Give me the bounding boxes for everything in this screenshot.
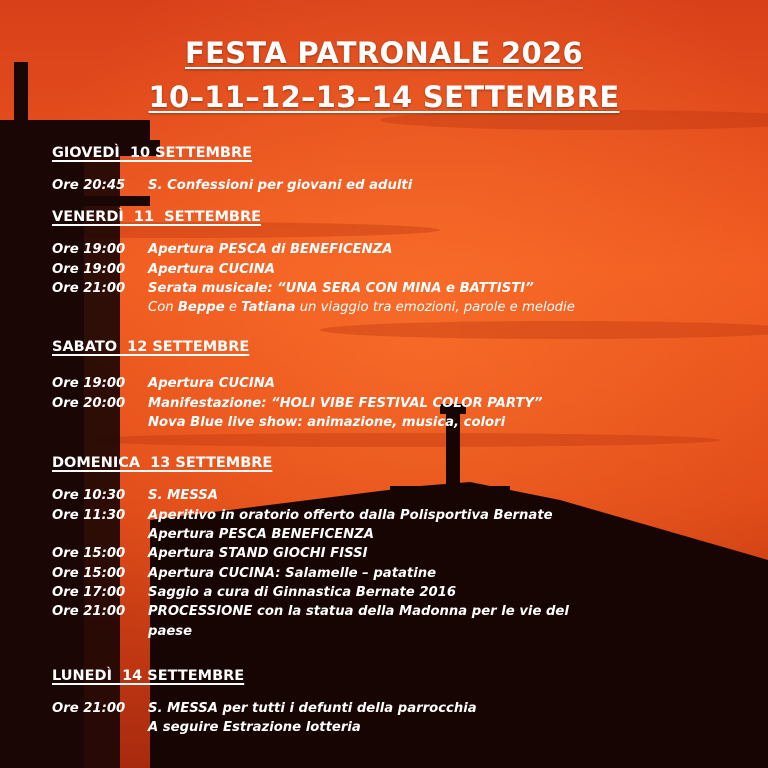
event-continuation: Apertura PESCA BENEFICENZA	[148, 527, 374, 542]
event-time: Ore 21:00	[52, 604, 126, 619]
event-time: Ore 21:00	[52, 701, 126, 716]
event-time: Ore 15:00	[52, 566, 126, 581]
event-text: S. MESSA per tutti i defunti della parrocchia	[148, 701, 477, 716]
event-time: Ore 19:00	[52, 262, 126, 277]
page-subtitle-dates: 10–11–12–13–14 SETTEMBRE	[148, 80, 620, 114]
event-row	[52, 604, 569, 619]
event-row	[52, 488, 218, 503]
event-time: Ore 21:00	[52, 281, 126, 296]
event-time: Ore 19:00	[52, 242, 126, 257]
event-text: Saggio a cura di Ginnastica Bernate 2016	[148, 585, 457, 600]
event-text: Apertura STAND GIOCHI FISSI	[148, 546, 368, 561]
event-text: Aperitivo in oratorio offerto dalla Polisportiva Bernate	[148, 508, 553, 523]
event-row	[52, 508, 553, 523]
event-row	[52, 566, 436, 581]
event-time: Ore 20:45	[52, 178, 126, 193]
performer-name: Tatiana	[241, 300, 296, 315]
event-row	[52, 281, 534, 296]
event-text: PROCESSIONE con la statua della Madonna per le vie del	[148, 604, 569, 619]
event-row	[52, 242, 393, 257]
event-continuation: Nova Blue live show: animazione, musica, colori	[148, 415, 506, 430]
event-text: S. Confessioni per giovani ed adulti	[148, 178, 413, 193]
day-heading-venerdi: VENERDÌ 11 SETTEMBRE	[52, 209, 262, 225]
event-text: Serata musicale: “UNA SERA CON MINA e BATTISTI”	[148, 281, 534, 296]
event-row	[52, 376, 275, 391]
event-time: Ore 19:00	[52, 376, 126, 391]
event-continuation: paese	[148, 624, 193, 639]
day-heading-domenica: DOMENICA 13 SETTEMBRE	[52, 455, 273, 471]
event-row	[52, 585, 456, 600]
event-time: Ore 11:30	[52, 508, 126, 523]
event-row	[52, 262, 275, 277]
event-row	[52, 178, 412, 193]
event-text: Apertura CUCINA: Salamelle – patatine	[148, 566, 437, 581]
event-text: Apertura CUCINA	[148, 262, 275, 277]
day-heading-sabato: SABATO 12 SETTEMBRE	[52, 339, 250, 355]
event-time: Ore 10:30	[52, 488, 126, 503]
event-text: Apertura CUCINA	[148, 376, 275, 391]
event-text: S. MESSA	[148, 488, 218, 503]
day-heading-lunedi: LUNEDÌ 14 SETTEMBRE	[52, 668, 245, 684]
event-time: Ore 17:00	[52, 585, 126, 600]
event-note: Con Beppe e Tatiana un viaggio tra emozioni, parole e melodie	[148, 300, 575, 315]
event-row	[52, 546, 368, 561]
event-text: Apertura PESCA di BENEFICENZA	[148, 242, 393, 257]
page-title: FESTA PATRONALE 2026	[185, 36, 583, 70]
performer-name: Beppe	[177, 300, 225, 315]
day-heading-giovedi: GIOVEDÌ 10 SETTEMBRE	[52, 145, 253, 161]
event-row	[52, 396, 543, 411]
event-row	[52, 701, 477, 716]
event-text: Manifestazione: “HOLI VIBE FESTIVAL COLOR PARTY”	[148, 396, 543, 411]
event-time: Ore 15:00	[52, 546, 126, 561]
event-time: Ore 20:00	[52, 396, 126, 411]
event-continuation: A seguire Estrazione lotteria	[148, 720, 361, 735]
